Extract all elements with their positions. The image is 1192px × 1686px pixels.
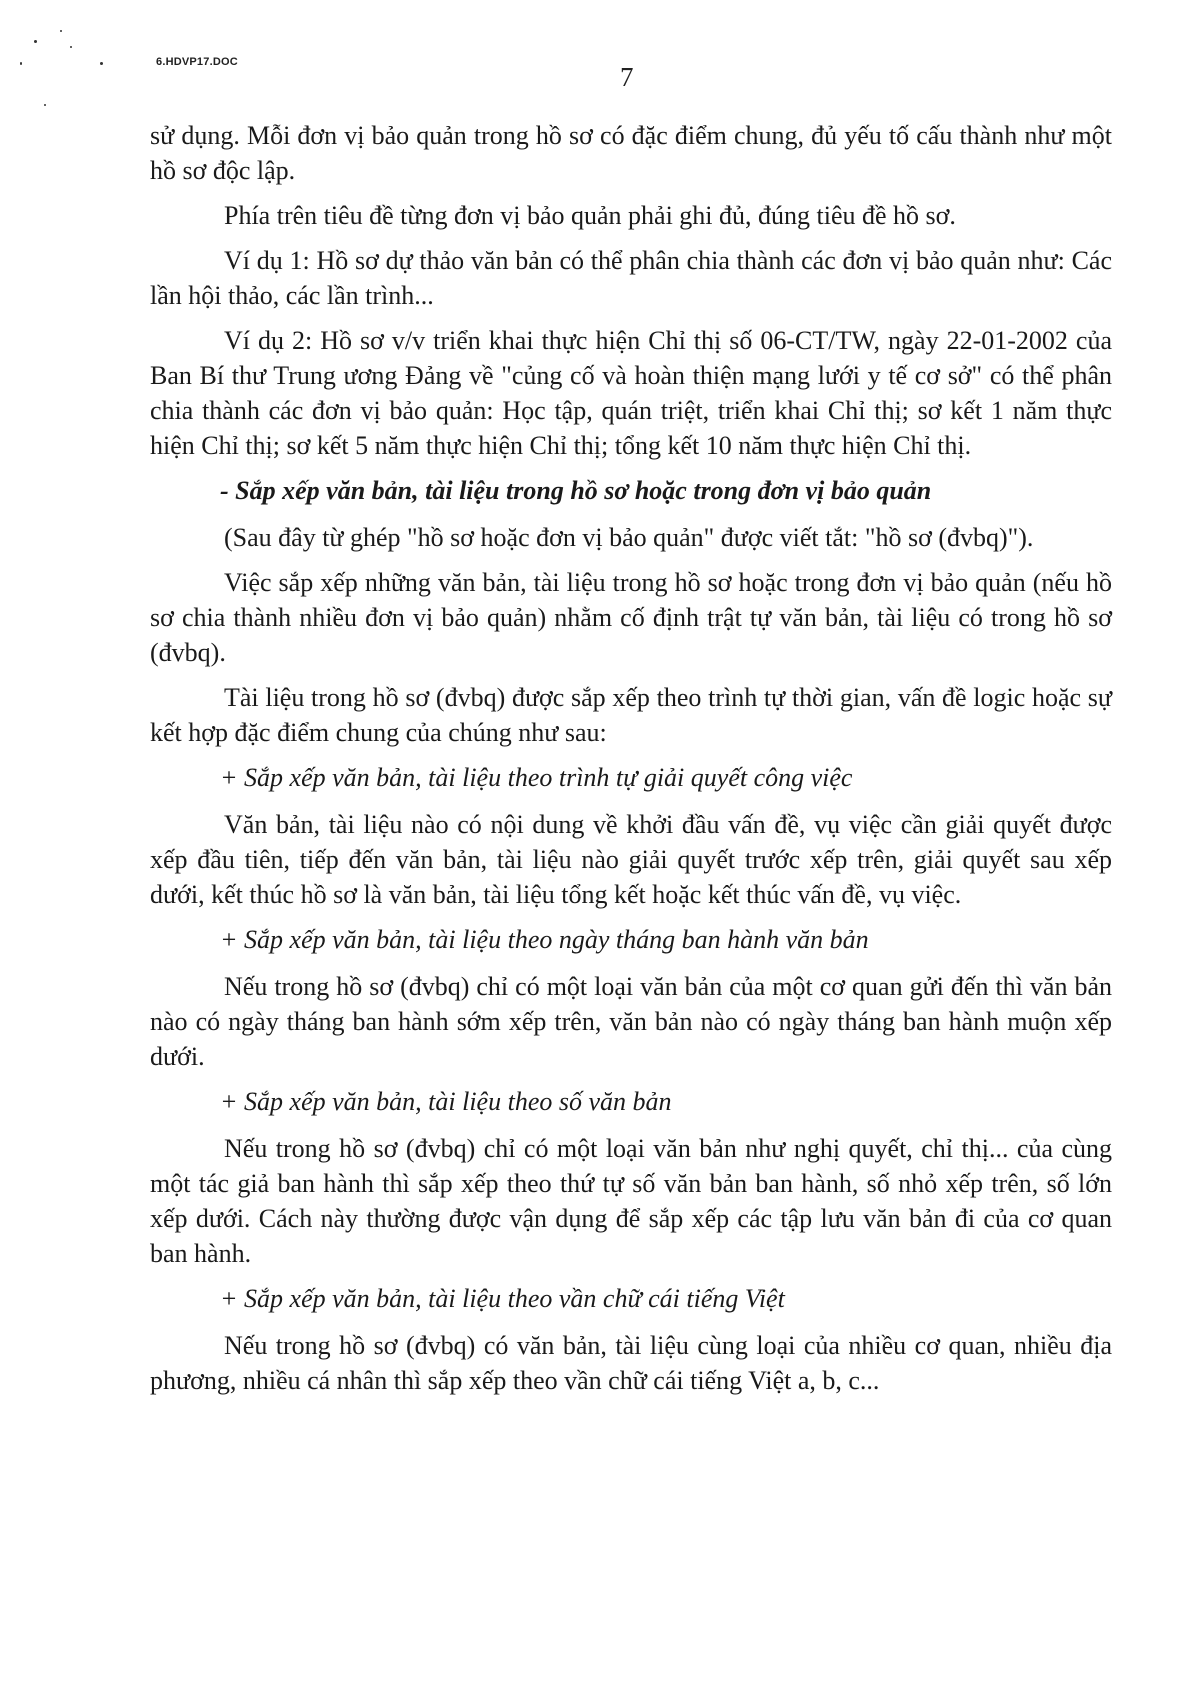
paragraph: Tài liệu trong hồ sơ (đvbq) được sắp xếp theo trình tự thời gian, vấn đề logic hoặc sự kết hợp đặc điểm chung của chúng như sau: xyxy=(150,683,1112,747)
paragraph: Văn bản, tài liệu nào có nội dung về khởi đầu vấn đề, vụ việc cần giải quyết được xếp đầu tiên, tiếp đến văn bản, tài liệu nào giải quyết trước xếp trên, giải quyết sau xếp dưới, kết thúc hồ sơ là văn bản, tài liệu tổng kết hoặc kết thúc vấn đề, vụ việc. xyxy=(150,810,1112,909)
paragraph: Nếu trong hồ sơ (đvbq) chỉ có một loại văn bản như nghị quyết, chỉ thị... của cùng một tác giả ban hành thì sắp xếp theo thứ tự số văn bản ban hành, số nhỏ xếp trên, số lớn xếp dưới. Cách này thường được vận dụng để sắp xếp các tập lưu văn bản đi của cơ quan ban hành. xyxy=(150,1134,1112,1268)
sub-heading: + Sắp xếp văn bản, tài liệu theo ngày tháng ban hành văn bản xyxy=(220,925,869,954)
page-number: 7 xyxy=(620,62,634,92)
file-name-header: 6.HDVP17.DOC xyxy=(156,56,238,68)
paragraph: Việc sắp xếp những văn bản, tài liệu trong hồ sơ hoặc trong đơn vị bảo quản (nếu hồ sơ chia thành nhiều đơn vị bảo quản) nhằm cố định trật tự văn bản, tài liệu có trong hồ sơ (đvbq). xyxy=(150,568,1112,667)
sub-heading: + Sắp xếp văn bản, tài liệu theo vần chữ cái tiếng Việt xyxy=(220,1284,785,1313)
paragraph: Nếu trong hồ sơ (đvbq) có văn bản, tài liệu cùng loại của nhiều cơ quan, nhiều địa phương, nhiều cá nhân thì sắp xếp theo vần chữ cái tiếng Việt a, b, c... xyxy=(150,1331,1112,1395)
example-1-paragraph: Ví dụ 1: Hồ sơ dự thảo văn bản có thể phân chia thành các đơn vị bảo quản như: Các lần hội thảo, các lần trình... xyxy=(150,246,1112,310)
sub-heading: + Sắp xếp văn bản, tài liệu theo trình tự giải quyết công việc xyxy=(220,763,853,792)
sub-heading: + Sắp xếp văn bản, tài liệu theo số văn bản xyxy=(220,1087,672,1116)
scan-speck xyxy=(60,30,62,32)
document-body xyxy=(150,118,1112,1404)
paragraph: sử dụng. Mỗi đơn vị bảo quản trong hồ sơ có đặc điểm chung, đủ yếu tố cấu thành như một hồ sơ độc lập. xyxy=(150,121,1112,185)
scan-speck xyxy=(34,40,37,43)
paragraph: (Sau đây từ ghép "hồ sơ hoặc đơn vị bảo quản" được viết tắt: "hồ sơ (đvbq)"). xyxy=(224,523,1034,552)
paragraph: Nếu trong hồ sơ (đvbq) chỉ có một loại văn bản của một cơ quan gửi đến thì văn bản nào có ngày tháng ban hành sớm xếp trên, văn bản nào có ngày tháng ban hành muộn xếp dưới. xyxy=(150,972,1112,1071)
scan-speck xyxy=(44,104,46,106)
example-2-paragraph: Ví dụ 2: Hồ sơ v/v triển khai thực hiện Chỉ thị số 06-CT/TW, ngày 22-01-2002 của Ban Bí thư Trung ương Đảng về "củng cố và hoàn thiện mạng lưới y tế cơ sở" có thể phân chia thành các đơn vị bảo quản: Học tập, quán triệt, triển khai Chỉ thị; sơ kết 1 năm thực hiện Chỉ thị; sơ kết 5 năm thực hiện Chỉ thị; tổng kết 10 năm thực hiện Chỉ thị. xyxy=(150,326,1112,460)
section-heading: - Sắp xếp văn bản, tài liệu trong hồ sơ hoặc trong đơn vị bảo quản xyxy=(220,476,932,505)
scan-speck xyxy=(70,46,72,48)
scan-speck xyxy=(20,62,22,65)
scan-speck xyxy=(100,62,103,65)
paragraph: Phía trên tiêu đề từng đơn vị bảo quản phải ghi đủ, đúng tiêu đề hồ sơ. xyxy=(224,201,956,230)
